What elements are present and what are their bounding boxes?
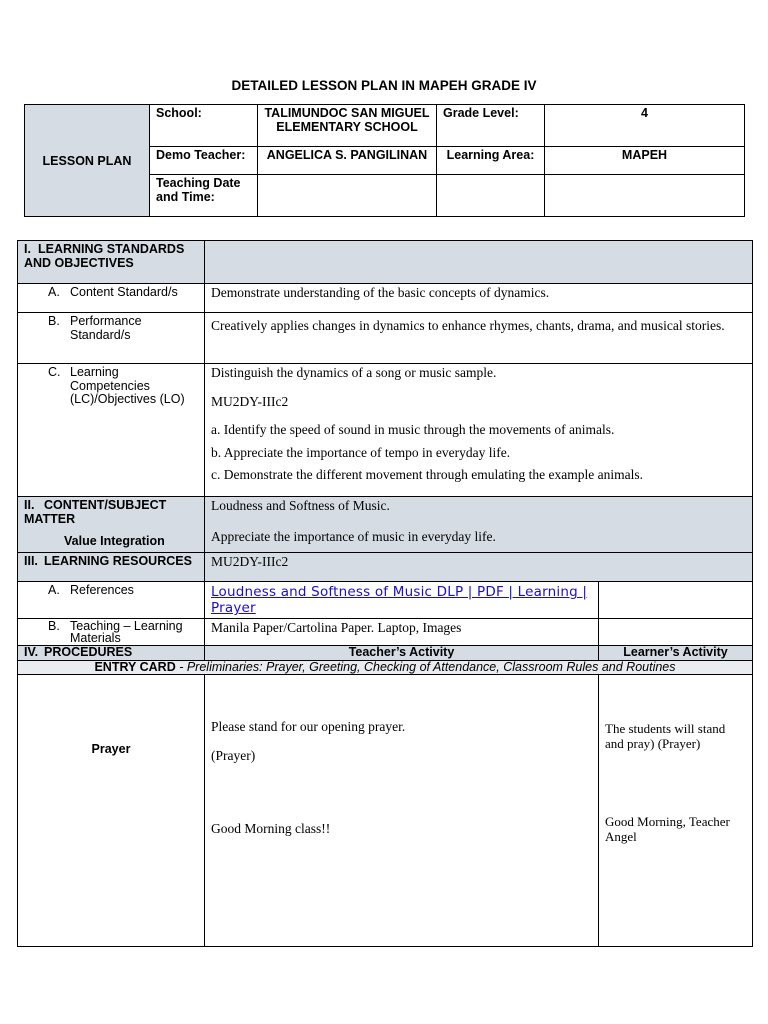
empty-cell xyxy=(545,175,745,217)
objective-b: b. Appreciate the importance of tempo in everyday life. xyxy=(211,444,511,460)
teacher-line: Please stand for our opening prayer. xyxy=(211,719,406,734)
learner-line: Good Morning, Teacher Angel xyxy=(605,814,730,844)
section-2-heading: II. CONTENT/SUBJECT MATTER Value Integration xyxy=(18,497,205,553)
materials-label: B. Teaching – Learning Materials xyxy=(18,619,205,646)
teaching-date-value xyxy=(258,175,437,217)
learning-competencies-value xyxy=(205,364,753,497)
empty-cell xyxy=(599,582,753,619)
prayer-label: Prayer xyxy=(18,675,205,947)
references-label: A. References xyxy=(18,582,205,619)
school-value: TALIMUNDOC SAN MIGUEL ELEMENTARY SCHOOL xyxy=(258,105,437,147)
learner-activity-header: Learner’s Activity xyxy=(599,646,753,661)
learner-activity-cell xyxy=(599,675,753,947)
objective-a: a. Identify the speed of sound in music through the movements of animals. xyxy=(211,422,615,437)
teacher-activity-header: Teacher’s Activity xyxy=(205,646,599,661)
lesson-table xyxy=(17,240,753,947)
document-title: DETAILED LESSON PLAN IN MAPEH GRADE IV xyxy=(231,78,537,93)
teacher-line: Good Morning class!! xyxy=(211,821,331,836)
value-integration: Appreciate the importance of music in everyday life. xyxy=(211,528,496,544)
entry-card: ENTRY CARD - Preliminaries: Prayer, Greeting, Checking of Attendance, Classroom Rules and Routines xyxy=(18,660,753,675)
learner-line: The students will stand and pray) (Prayer) xyxy=(605,721,726,751)
content-standard-label: A. Content Standard/s xyxy=(18,284,205,313)
demo-teacher-label: Demo Teacher: xyxy=(150,147,258,175)
performance-standard-value: Creatively applies changes in dynamics to enhance rhymes, chants, drama, and musical stories. xyxy=(205,313,753,364)
subject-matter: Loudness and Softness of Music. xyxy=(211,498,390,513)
teaching-date-label: Teaching Date and Time: xyxy=(150,175,258,217)
section-1-heading: I. LEARNING STANDARDS AND OBJECTIVES xyxy=(18,241,205,284)
materials-value: Manila Paper/Cartolina Paper. Laptop, Images xyxy=(205,619,599,646)
empty-cell xyxy=(599,619,753,646)
reference-link[interactable]: Loudness and Softness of Music DLP | PDF | Learning | Prayer xyxy=(211,584,588,616)
grade-level-value: 4 xyxy=(545,105,745,147)
learning-competencies-label: C. Learning Competencies (LC)/Objectives (LO) xyxy=(18,364,205,497)
header-table xyxy=(24,104,745,217)
value-integration-label: Value Integration xyxy=(64,534,165,548)
demo-teacher-value: ANGELICA S. PANGILINAN xyxy=(258,147,437,175)
performance-standard-label: B. Performance Standard/s xyxy=(18,313,205,364)
teacher-activity-cell xyxy=(205,675,599,947)
competency-code: MU2DY-IIIc2 xyxy=(211,393,289,409)
section-3-value: MU2DY-IIIc2 xyxy=(205,553,753,582)
section-3-heading: III. LEARNING RESOURCES xyxy=(18,553,205,582)
learning-area-value: MAPEH xyxy=(545,147,745,175)
competency-line: Distinguish the dynamics of a song or music sample. xyxy=(211,365,497,380)
empty-cell xyxy=(437,175,545,217)
objective-c: c. Demonstrate the different movement through emulating the example animals. xyxy=(211,467,643,482)
learning-area-label: Learning Area: xyxy=(437,147,545,175)
content-standard-value: Demonstrate understanding of the basic concepts of dynamics. xyxy=(205,284,753,313)
section-4-heading: IV. PROCEDURES xyxy=(18,646,205,661)
grade-level-label: Grade Level: xyxy=(437,105,545,147)
section-2-value xyxy=(205,497,753,553)
school-label: School: xyxy=(150,105,258,147)
section-1-blank xyxy=(205,241,753,284)
teacher-line: (Prayer) xyxy=(211,747,256,763)
lesson-plan-label: LESSON PLAN xyxy=(25,105,150,217)
references-value xyxy=(205,582,599,619)
